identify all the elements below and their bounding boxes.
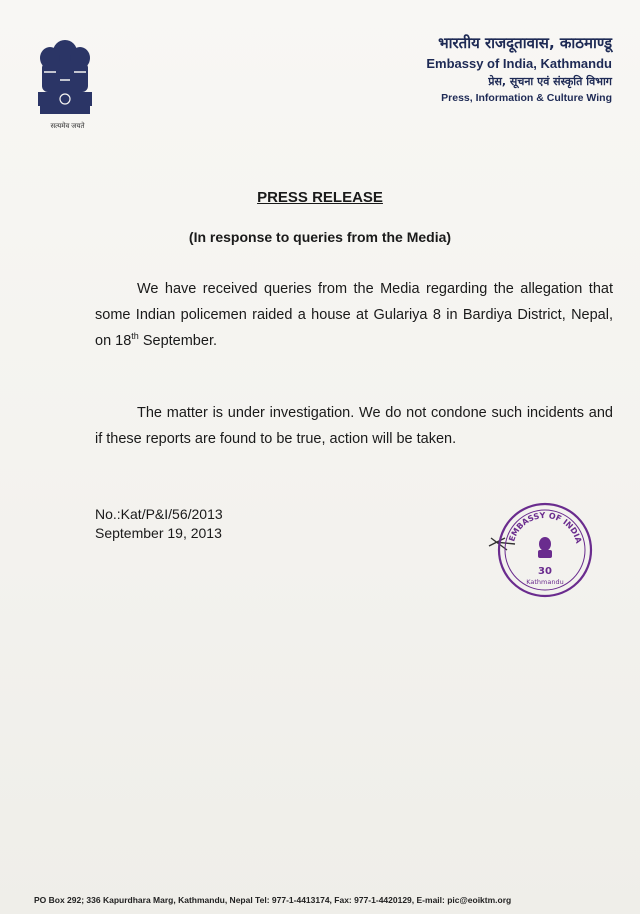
document-subtitle: (In response to queries from the Media) xyxy=(188,229,452,245)
seal-number: 30 xyxy=(538,566,552,577)
embassy-seal-stamp xyxy=(485,498,605,603)
paragraph-1 xyxy=(95,276,613,354)
seal-ring-text: EMBASSY OF INDIA xyxy=(507,510,584,545)
release-date: September 19, 2013 xyxy=(95,525,222,541)
paragraph-2 xyxy=(95,400,613,452)
embassy-name-english: Embassy of India, Kathmandu xyxy=(426,56,612,71)
reference-block xyxy=(95,505,223,543)
seal-city: Kathmandu xyxy=(526,578,564,586)
wing-name-english: Press, Information & Culture Wing xyxy=(441,92,612,104)
letterhead xyxy=(426,34,612,106)
footer-address: PO Box 292; 336 Kapurdhara Marg, Kathmandu, Nepal Tel: 977-1-4413174, Fax: 977-1-4420129, E-mail: pic@eoiktm.org xyxy=(34,895,512,905)
reference-number: No.:Kat/P&I/56/2013 xyxy=(95,506,223,522)
emblem-motto: सत्यमेव जयते xyxy=(50,123,85,130)
paragraph-1-end: September. xyxy=(138,333,217,349)
document-title-wrap xyxy=(0,189,640,206)
embassy-name-hindi: भारतीय राजदूतावास, काठमाण्डू xyxy=(438,34,612,52)
paragraph-1-text: We have received queries from the Media regarding the allegation that some Indian policemen raided a house at Gulariya 8 in Bardiya District, Nepal, on 18 xyxy=(95,281,613,349)
paragraph-2-text: The matter is under investigation. We do not condone such incidents and if these reports are found to be true, action will be taken. xyxy=(95,405,613,447)
wing-name-hindi: प्रेस, सूचना एवं संस्कृति विभाग xyxy=(488,75,612,88)
ordinal-suffix: th xyxy=(131,331,139,342)
document-title: PRESS RELEASE xyxy=(257,189,383,206)
